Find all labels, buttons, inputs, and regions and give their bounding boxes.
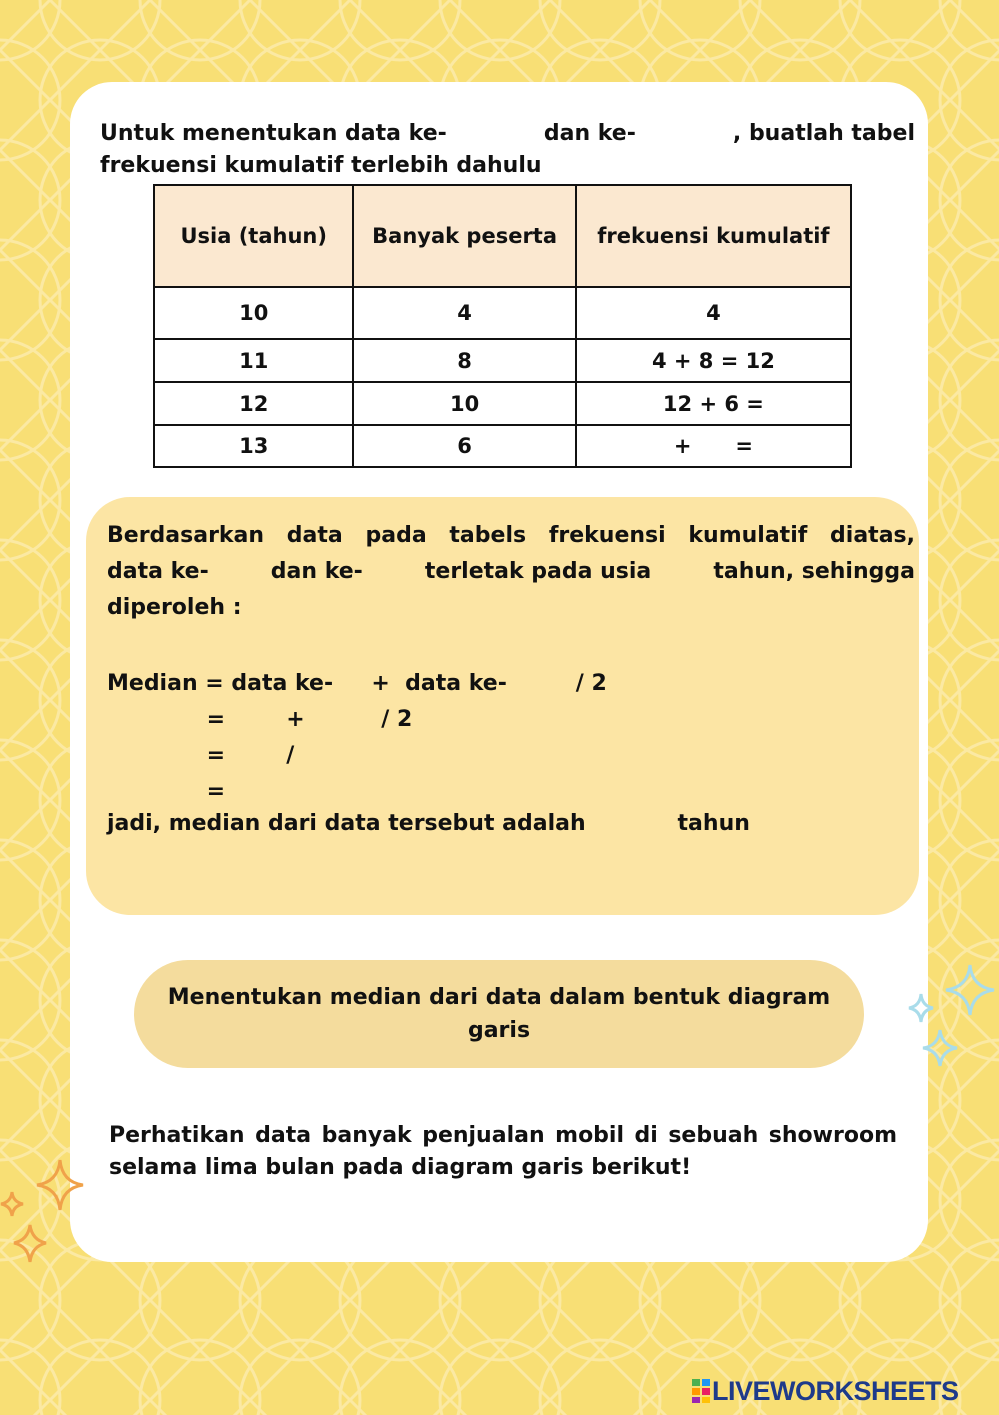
cell-kumulatif[interactable]: 4 + 8 = 12	[576, 339, 851, 382]
cell-peserta: 6	[353, 425, 575, 467]
cell-peserta: 4	[353, 287, 575, 339]
intro-part1: Untuk menentukan data ke-	[100, 121, 447, 146]
cell-kumulatif[interactable]: + =	[576, 425, 851, 467]
cell-usia: 13	[154, 425, 353, 467]
header-usia: Usia (tahun)	[154, 185, 353, 287]
cell-kumulatif[interactable]: 12 + 6 =	[576, 382, 851, 425]
header-banyak-peserta: Banyak peserta	[353, 185, 575, 287]
median-conclusion: jadi, median dari data tersebut adalah tahun	[107, 811, 750, 836]
sparkle-icon	[923, 1030, 957, 1066]
intro-line2: frekuensi kumulatif terlebih dahulu	[100, 153, 542, 178]
sparkle-icon	[1, 1192, 23, 1216]
cell-usia: 12	[154, 382, 353, 425]
intro-part2: dan ke-	[543, 121, 636, 146]
analysis-line1: Berdasarkan data pada tabels frekuensi kumulatif diatas,	[107, 523, 915, 548]
cell-kumulatif[interactable]: 4	[576, 287, 851, 339]
cell-usia: 10	[154, 287, 353, 339]
outro-text: Perhatikan data banyak penjualan mobil di sebuah showroom selama lima bulan pada diagram garis berikut!	[109, 1123, 897, 1180]
sparkle-icon	[14, 1225, 46, 1262]
header-frekuensi-kumulatif: frekuensi kumulatif	[576, 185, 851, 287]
sparkle-icon	[909, 994, 933, 1022]
cell-usia: 11	[154, 339, 353, 382]
analysis-line2-d: tahun, sehingga	[713, 559, 915, 584]
section-title: Menentukan median dari data dalam bentuk diagram garis	[167, 985, 831, 1043]
median-line4: =	[107, 779, 226, 804]
analysis-line2-c: terletak pada usia	[424, 559, 652, 584]
intro-part3: , buatlah tabel	[732, 121, 915, 146]
analysis-line2-a: data ke-	[107, 559, 209, 584]
brand-name: LIVEWORKSHEETS	[712, 1375, 959, 1406]
cell-peserta: 10	[353, 382, 575, 425]
median-line3: = /	[107, 743, 295, 768]
analysis-line3: diperoleh :	[107, 595, 242, 620]
analysis-line2-b: dan ke-	[270, 559, 363, 584]
liveworksheets-logo	[692, 1376, 959, 1406]
median-line2: = + / 2	[107, 707, 413, 732]
sparkle-icon	[37, 1160, 83, 1210]
median-line1: Median = data ke- + data ke- / 2	[107, 671, 607, 696]
cell-peserta: 8	[353, 339, 575, 382]
sparkle-icon	[946, 965, 994, 1015]
logo-mark-icon	[692, 1379, 710, 1403]
